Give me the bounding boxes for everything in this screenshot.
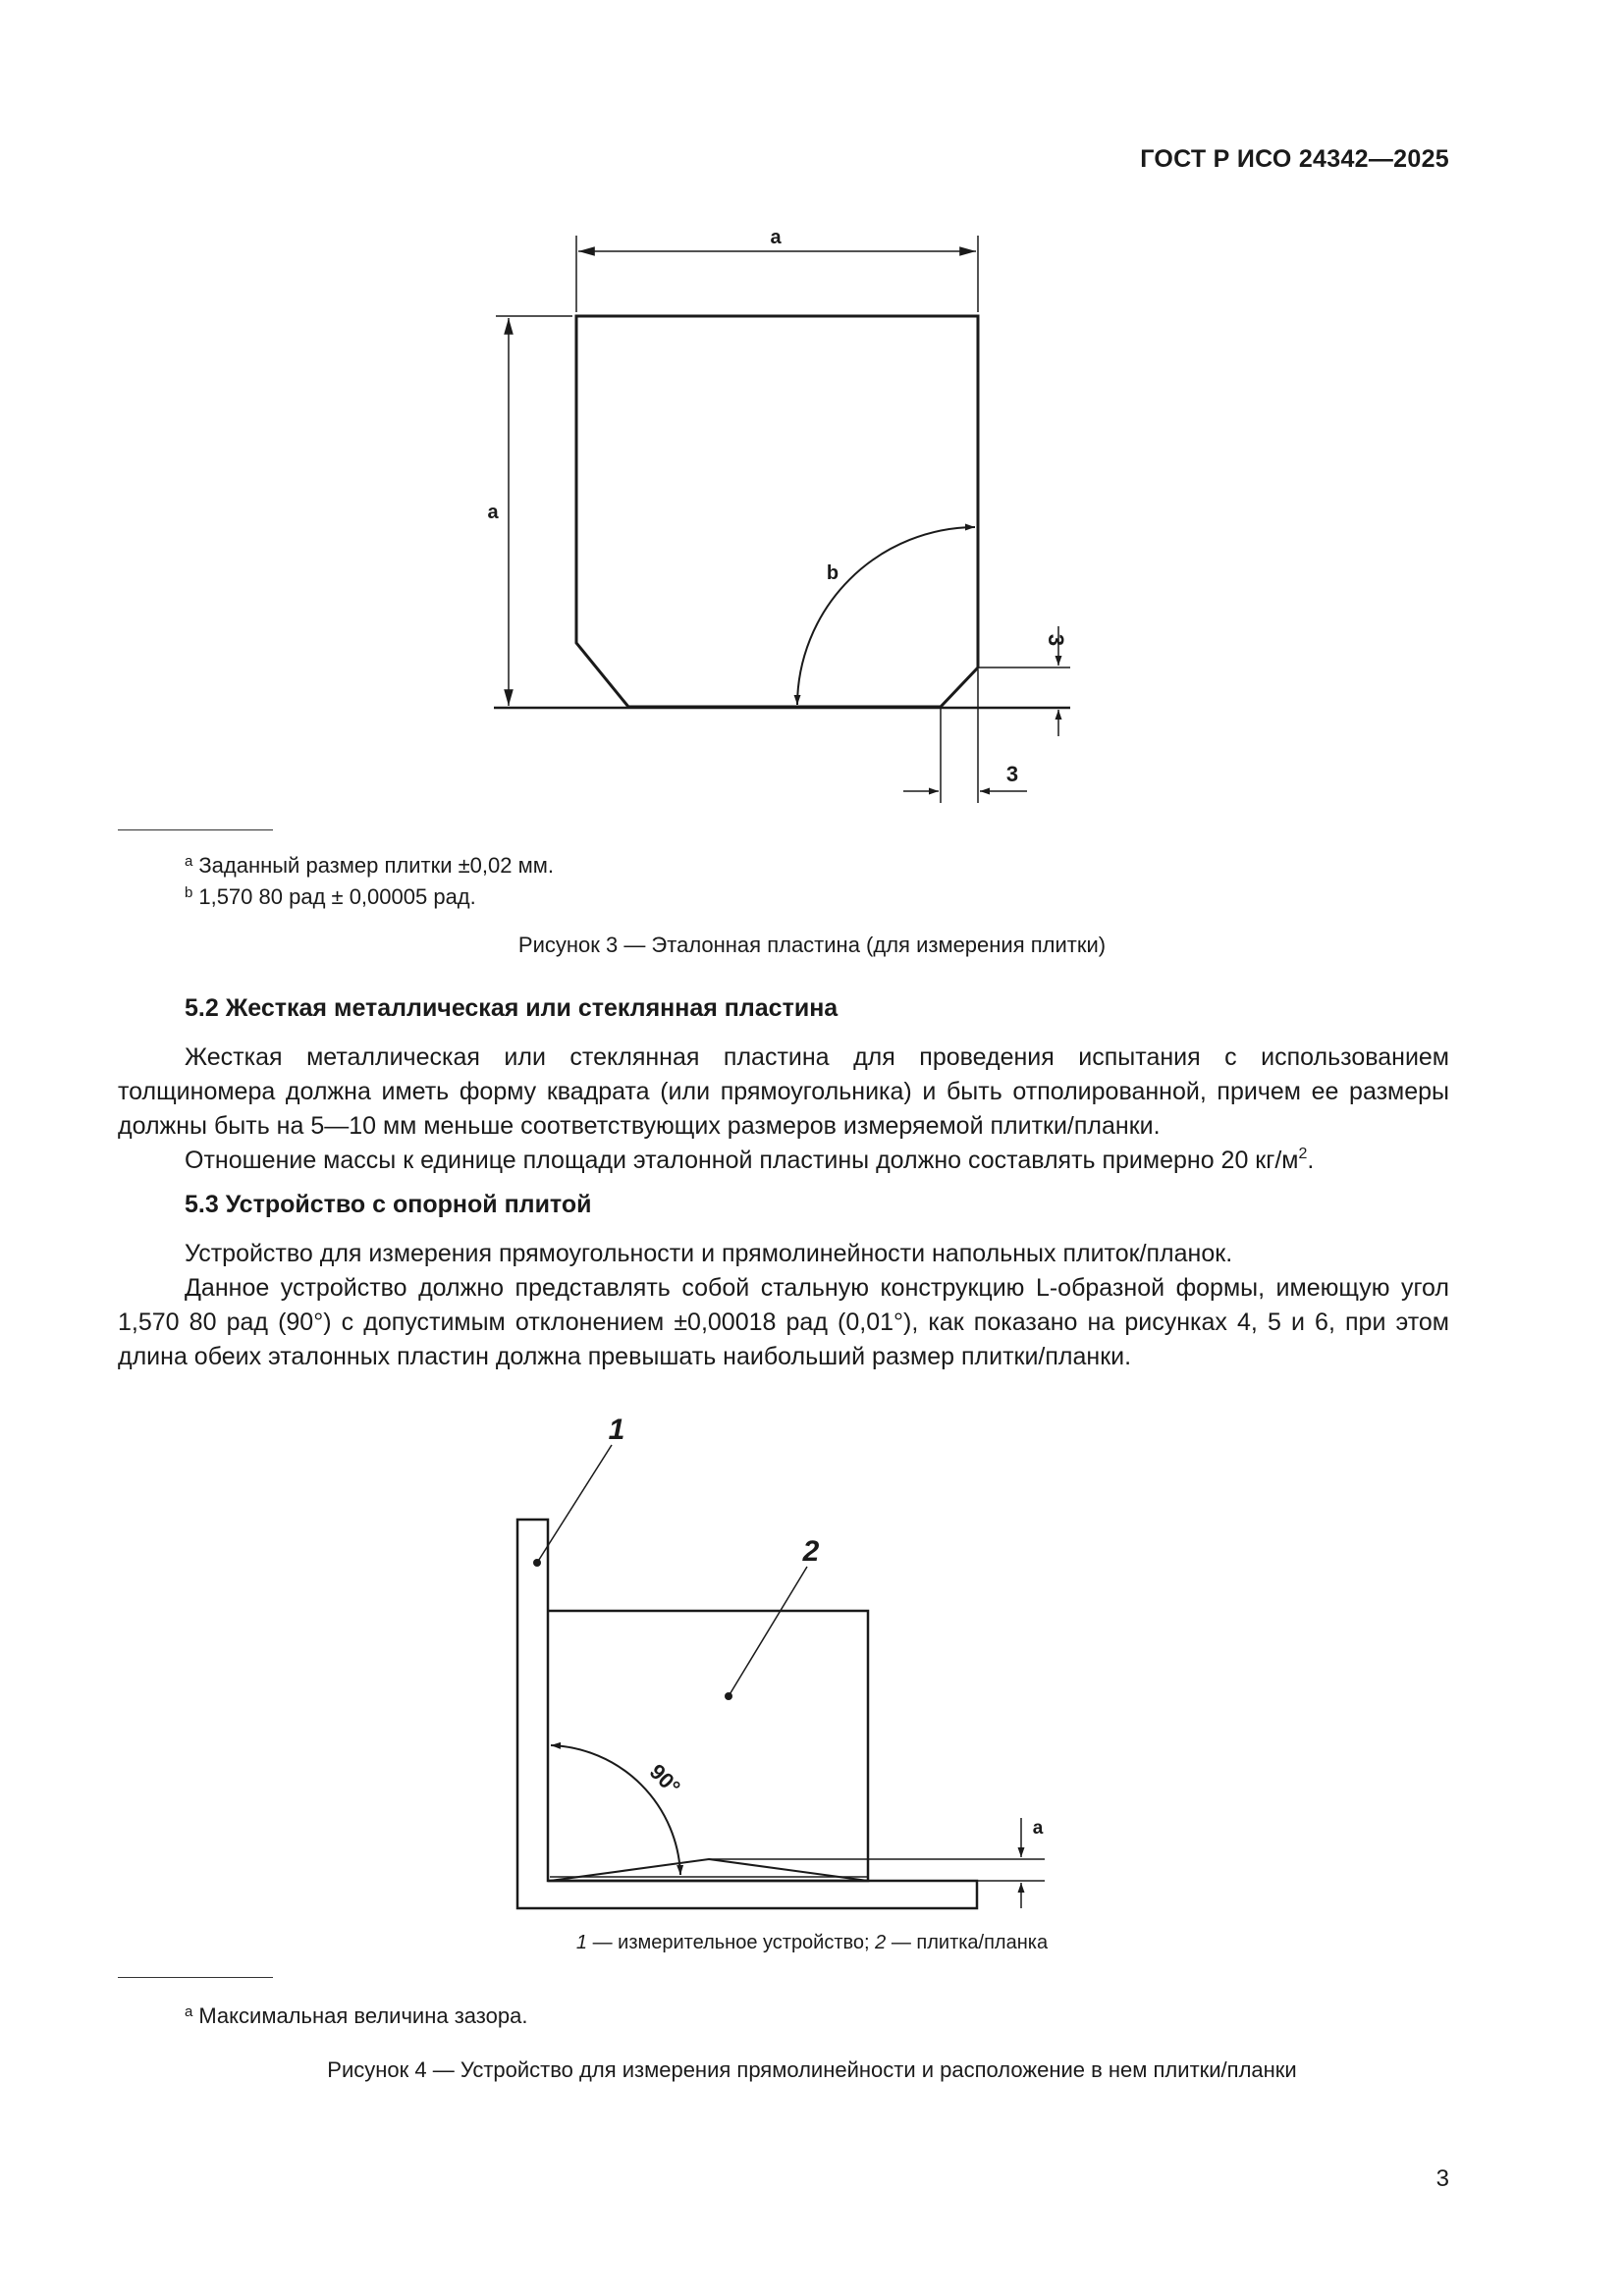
chamfer-h-label: 3	[1005, 762, 1019, 786]
legend-text-2: — плитка/планка	[886, 1932, 1049, 1953]
footnote-text: 1,570 80 рад ± 0,00005 рад.	[198, 884, 476, 909]
angle-label-b: b	[826, 562, 839, 584]
figure-3-footnote-b	[185, 878, 476, 913]
l-shaped-measuring-device	[517, 1520, 977, 1908]
section-5-3-paragraph-1: Устройство для измерения прямоугольности и прямолинейности напольных плиток/планок.	[185, 1240, 1233, 1267]
section-5-2-title: 5.2 Жесткая металлическая или стеклянная пластина	[185, 994, 839, 1022]
gap-label-a: a	[1032, 1818, 1044, 1839]
footnote-rule	[118, 1977, 273, 1978]
section-5-3-title: 5.3 Устройство с опорной плитой	[185, 1191, 592, 1218]
figure-3-drawing	[0, 0, 1624, 815]
page-number: 3	[1435, 2165, 1449, 2192]
figure-4-label-1: 1	[608, 1414, 625, 1446]
footnote-text: Заданный размер плитки ±0,02 мм.	[198, 853, 554, 878]
footnote-text: Максимальная величина зазора.	[198, 2003, 528, 2028]
chamfer-v-label: 3	[1044, 633, 1068, 647]
figure-3-caption: Рисунок 3 — Эталонная пластина (для измерения плитки)	[517, 933, 1107, 957]
figure-4	[0, 1394, 1624, 1944]
figure-3-footnote-a	[185, 846, 554, 881]
footnote-marker: a	[185, 853, 193, 870]
figure-3	[0, 0, 1624, 815]
figure-4-footnote-a	[185, 1997, 527, 2032]
paragraph-text: Отношение массы к единице площади эталонной пластины должно составлять примерно 20 кг/м	[185, 1147, 1299, 1174]
figure-4-caption: Рисунок 4 — Устройство для измерения прямолинейности и расположение в нем плитки/планки	[327, 2057, 1297, 2082]
paragraph-end: .	[1307, 1147, 1315, 1174]
section-5-3-paragraph-2: Данное устройство должно представлять собой стальную конструкцию L-образной формы, имеющую угол 1,570 80 рад (90°) с допустимым отклонением ±0,00018 рад (0,01°), как показано на рисунках 4, 5 и 6, при этом длина обеих эталонных пластин должна превышать наибольший размер плитки/планки.	[118, 1274, 1449, 1370]
section-5-2-paragraph-1: Жесткая металлическая или стеклянная пластина для проведения испытания с использованием толщиномера должна иметь форму квадрата (или прямоугольника) и быть отполированной, причем ее размеры должны быть на 5—10 мм меньше соответствующих размеров измеряемой плитки/планки.	[118, 1043, 1449, 1140]
legend-number-1: 1	[575, 1932, 588, 1953]
footnote-marker: a	[185, 2003, 193, 2020]
footnote-rule	[118, 829, 273, 830]
leader-line-1	[537, 1445, 612, 1563]
figure-4-drawing	[0, 1394, 1624, 1944]
legend-number-2: 2	[875, 1932, 887, 1953]
tile-outline	[548, 1611, 868, 1881]
figure-4-legend	[0, 1932, 1624, 1954]
angle-arc	[797, 527, 975, 705]
reference-plate-outline	[576, 316, 978, 707]
leader-line-2	[729, 1567, 807, 1696]
legend-text-1: — измерительное устройство;	[587, 1932, 876, 1953]
superscript-2: 2	[1298, 1146, 1308, 1162]
section-5-2-paragraph-2	[118, 1144, 1449, 1178]
dim-label-a-left: a	[487, 502, 499, 523]
leader-dot-1	[533, 1559, 541, 1567]
document-code: ГОСТ Р ИСО 24342—2025	[1140, 145, 1449, 173]
dim-label-a-top: a	[770, 227, 782, 248]
figure-4-label-2: 2	[802, 1535, 820, 1568]
angle-label-90: 90°	[644, 1759, 685, 1800]
footnote-marker: b	[185, 884, 193, 901]
leader-dot-2	[725, 1692, 732, 1700]
